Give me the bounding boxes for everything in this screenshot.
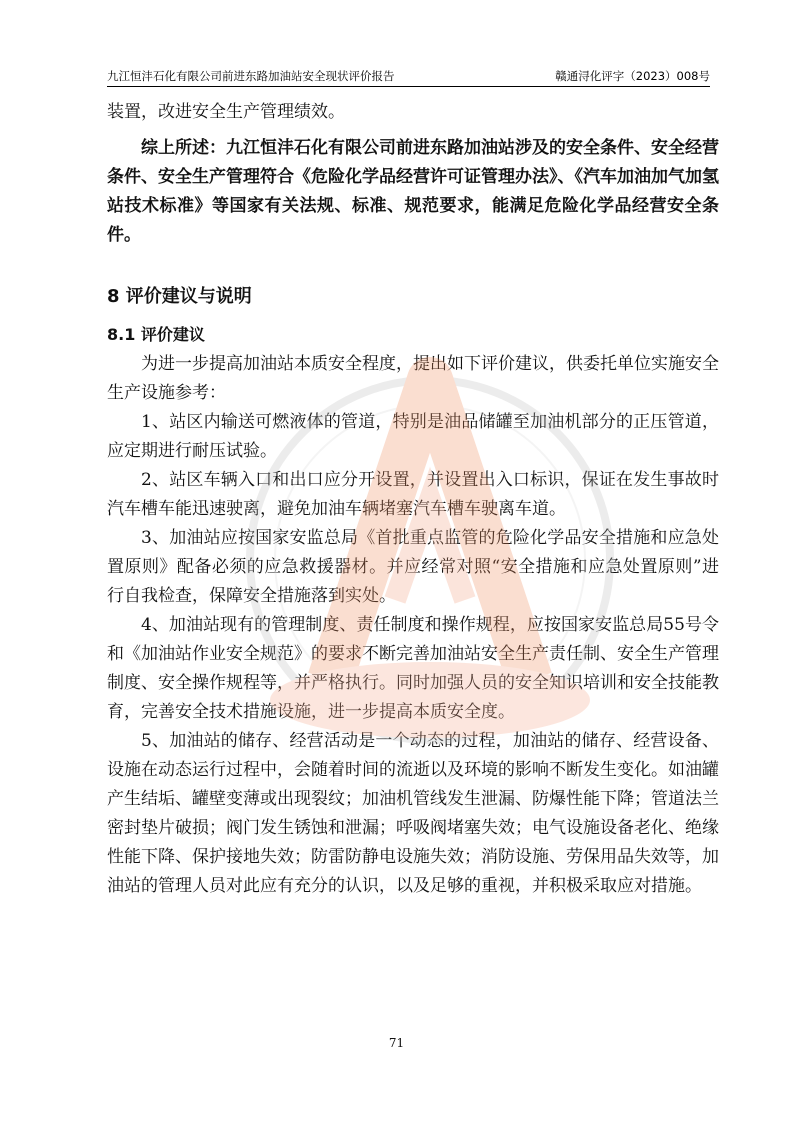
conclusion-paragraph: 综上所述：九江恒沣石化有限公司前进东路加油站涉及的安全条件、安全经营条件、安全生产管理符合《危险化学品经营许可证管理办法》、《汽车加油加气加氢站技术标准》等国家有关法规、标准、规范要求，能满足危险化学品经营安全条件。: [107, 138, 719, 245]
recommendation-item-5: 5、加油站的储存、经营活动是一个动态的过程，加油站的储存、经营设备、设施在动态运行过程中，会随着时间的流逝以及环境的影响不断发生变化。如油罐产生结垢、罐壁变薄或出现裂纹；加油机管线发生泄漏、防爆性能下降；管道法兰密封垫片破损；阀门发生锈蚀和泄漏；呼吸阀堵塞失效；电气设施设备老化、绝缘性能下降、保护接地失效；防雷防静电设施失效；消防设施、劳保用品失效等，加油站的管理人员对此应有充分的认识，以及足够的重视，并积极采取应对措施。: [107, 731, 719, 896]
page-body: [107, 98, 719, 901]
recommendation-item-4: 4、加油站现有的管理制度、责任制度和操作规程，应按国家安监总局55号令和《加油站作业安全规范》的要求不断完善加油站安全生产责任制、安全生产管理制度、安全操作规程等，并严格执行。同时加强人员的安全知识培训和安全技能教育，完善安全技术措施设施，进一步提高本质安全度。: [107, 615, 719, 722]
page-header: [107, 66, 710, 87]
paragraph-continuation: 装置，改进安全生产管理绩效。: [107, 102, 345, 122]
header-report-title: 九江恒沣石化有限公司前进东路加油站安全现状评价报告: [107, 69, 395, 83]
recommendation-item-3: 3、加油站应按国家安监总局《首批重点监管的危险化学品安全措施和应急处置原则》配备必须的应急救援器材。并应经常对照“安全措施和应急处置原则”进行自我检查，保障安全措施落到实处。: [107, 528, 719, 606]
recommendation-item-2: 2、站区车辆入口和出口应分开设置，并设置出入口标识，保证在发生事故时汽车槽车能迅速驶离，避免加油车辆堵塞汽车槽车驶离车道。: [107, 470, 719, 519]
section-heading: 8 评价建议与说明: [107, 286, 252, 307]
header-report-number: 赣通浔化评字（2023）008号: [555, 69, 710, 83]
intro-paragraph: 为进一步提高加油站本质安全程度，提出如下评价建议，供委托单位实施安全生产设施参考：: [107, 354, 719, 403]
recommendation-item-1: 1、站区内输送可燃液体的管道，特别是油品储罐至加油机部分的正压管道，应定期进行耐压试验。: [107, 412, 719, 461]
page-number: 71: [388, 1036, 405, 1050]
subsection-heading: 8.1 评价建议: [107, 325, 205, 344]
